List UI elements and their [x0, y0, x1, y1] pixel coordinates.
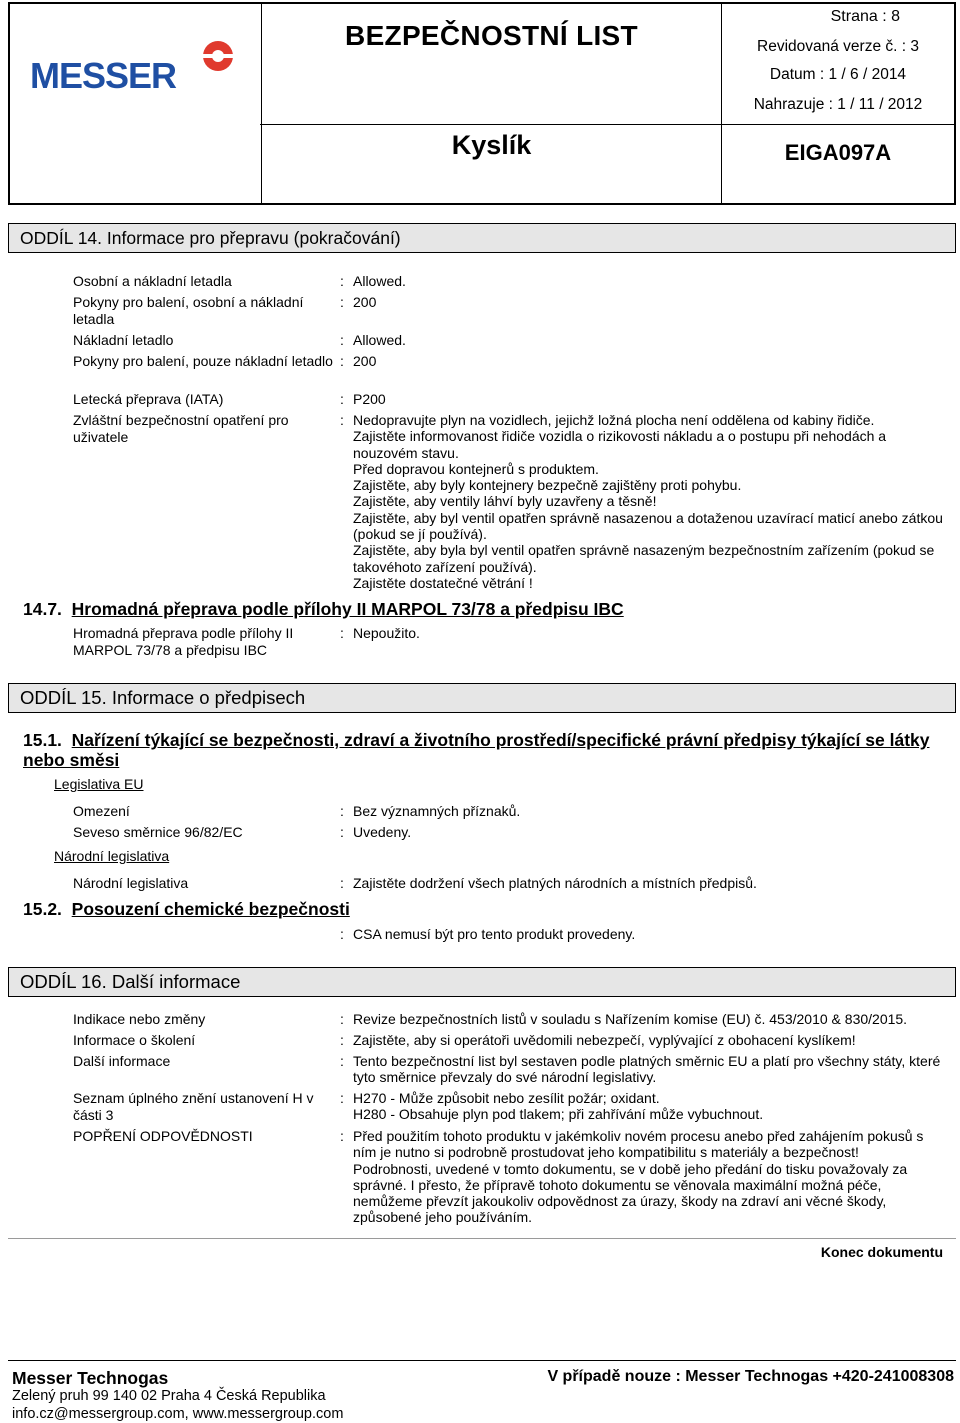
section-15-header: ODDÍL 15. Informace o předpisech [8, 683, 956, 713]
revision-number: Revidovaná verze č. : 3 [757, 38, 919, 55]
row-value: CSA nemusí být pro tento produkt provedeny. [353, 926, 636, 942]
row-colon: : [340, 803, 344, 819]
document-title: BEZPEČNOSTNÍ LIST [345, 20, 638, 51]
end-separator [8, 1238, 956, 1239]
document-header [8, 2, 956, 205]
meta-cell [722, 4, 954, 203]
row-value: Zajistěte dodržení všech platných národních a místních předpisů. [353, 875, 757, 891]
messer-logo [30, 38, 240, 94]
row-label: Pokyny pro balení, pouze nákladní letadlo [73, 353, 333, 369]
row-label: Indikace nebo změny [73, 1011, 206, 1027]
row-label: Informace o školení [73, 1032, 196, 1048]
subsection-15-2-heading [23, 899, 350, 919]
end-of-document: Konec dokumentu [820, 1244, 943, 1260]
subsection-14-7-heading [23, 599, 624, 619]
revision-date: Datum : 1 / 6 / 2014 [769, 66, 907, 83]
row-value: Bez významných příznaků. [353, 803, 521, 819]
row-value: 200 [353, 353, 377, 369]
row-value: P200 [353, 391, 386, 407]
row-colon: : [340, 1128, 344, 1144]
row-colon: : [340, 332, 344, 348]
row-value: Revize bezpečnostních listů v souladu s Nařízením komise (EU) č. 453/2010 & 830/2015. [353, 1011, 908, 1027]
product-name: Kyslík [451, 130, 532, 160]
logo-cell [10, 4, 262, 203]
row-colon: : [340, 926, 344, 942]
row-label: Seznam úplného znění ustanovení H v části 3 [73, 1090, 314, 1123]
row-value: H270 - Může způsobit nebo zesílit požár; oxidant. H280 - Obsahuje plyn pod tlakem; při zahřívání může vybuchnout. [353, 1090, 764, 1123]
row-colon: : [340, 273, 344, 289]
subsection-title: Hromadná přeprava podle přílohy II MARPOL 73/78 a předpisu IBC [71, 599, 624, 619]
row-label: Hromadná přeprava podle přílohy II MARPOL 73/78 a předpisu IBC [73, 625, 294, 658]
row-value: Tento bezpečnostní list byl sestaven podle platných směrnic EU a platí pro všechny státy, které tyto směrnice převzaly do své národní legislativy. [353, 1053, 941, 1086]
row-colon: : [340, 1011, 344, 1027]
row-colon: : [340, 412, 344, 428]
row-colon: : [340, 294, 344, 310]
row-value: Nedopravujte plyn na vozidlech, jejichž ložná plocha není oddělena od kabiny řidiče. Zajistěte informovanost řidiče vozidla o rizikovosti nákladu a o postupu při nehodách a nouzovém stavu. Před dopravou kontejnerů s produktem. Zajistěte, aby byly kontejnery bezpečně zajištěny proti pohybu. Zajistěte, aby ventily láhví byly uzavřeny a těsně! Zajistěte, aby byl ventil opatřen správně nasazenou a dotaženou uzavírací maticí anebo zátkou (pokud se jí používá). Zajistěte, aby byla byl ventil opatřen správně nasazeným bezpečnostním zařízením (pokud se takovéhoto zařízení používá). Zajistěte dostatečné větrání ! [353, 412, 943, 591]
row-value: Před použitím tohoto produktu v jakémkoliv novém procesu anebo před zahájením pokusů s ním je nutno si podrobně prostudovat jeho kompatibilitu s materiály a bezpečnost! Podrobnosti, uvedené v tomto dokumentu, se v době jeho předání do tisku považovaly za správné. I přesto, že přípravě tohoto dokumentu se věnovala maximální možná péče, nemůžeme převzít jakoukoliv odpovědnost za úrazy, škody na zdraví ani věcné škody, způsobené jeho používáním. [353, 1128, 924, 1226]
section-16-header: ODDÍL 16. Další informace [8, 967, 956, 997]
document-code: EIGA097A [784, 140, 892, 165]
row-value: Allowed. [353, 273, 406, 289]
header-divider [260, 124, 954, 125]
row-label: Národní legislativa [73, 875, 189, 891]
logo-emblem-icon [202, 41, 234, 71]
row-colon: : [340, 824, 344, 840]
row-value: 200 [353, 294, 377, 310]
row-value: Uvedeny. [353, 824, 412, 840]
subsection-title: Nařízení týkající se bezpečnosti, zdraví a životního prostředí/specifické právní předpisy týkající se látky nebo směsi [23, 730, 930, 770]
row-colon: : [340, 1032, 344, 1048]
row-label: POPŘENÍ ODPOVĚDNOSTI [73, 1128, 253, 1144]
replaces-date: Nahrazuje : 1 / 11 / 2012 [753, 96, 923, 113]
row-colon: : [340, 353, 344, 369]
row-label: Pokyny pro balení, osobní a nákladní letadla [73, 294, 304, 327]
row-colon: : [340, 1053, 344, 1069]
page-number: Strana : 8 [830, 8, 900, 25]
subsection-number: 15.2. [23, 899, 62, 919]
row-label: Osobní a nákladní letadla [73, 273, 232, 289]
national-legislation-heading: Národní legislativa [54, 848, 170, 864]
row-label: Nákladní letadlo [73, 332, 174, 348]
footer-company: Messer Technogas [12, 1368, 169, 1388]
row-label: Další informace [73, 1053, 171, 1069]
row-value: Zajistěte, aby si operátoři uvědomili nebezpečí, vyplývající z obohacení kyslíkem! [353, 1032, 856, 1048]
row-value: Allowed. [353, 332, 406, 348]
row-label: Letecká přeprava (IATA) [73, 391, 224, 407]
footer-contacts: info.cz@messergroup.com, www.messergroup.com [12, 1406, 344, 1422]
subsection-title: Posouzení chemické bezpečnosti [71, 899, 350, 919]
footer-separator [8, 1360, 956, 1361]
title-cell [262, 4, 722, 203]
logo-wordmark: MESSER [30, 55, 177, 94]
row-value: Nepoužito. [353, 625, 420, 641]
eu-legislation-label: Legislativa EU [54, 776, 144, 792]
footer-address: Zelený pruh 99 140 02 Praha 4 Česká Republika [12, 1388, 326, 1404]
row-colon: : [340, 625, 344, 641]
row-label: Zvláštní bezpečnostní opatření pro uživatele [73, 412, 289, 445]
subsection-number: 15.1. [23, 730, 62, 750]
row-label: Omezení [73, 803, 130, 819]
row-label: Seveso směrnice 96/82/EC [73, 824, 243, 840]
row-colon: : [340, 1090, 344, 1106]
subsection-number: 14.7. [23, 599, 62, 619]
subsection-15-1-heading [23, 730, 953, 770]
section-14-header: ODDÍL 14. Informace pro přepravu (pokračování) [8, 223, 956, 253]
row-colon: : [340, 875, 344, 891]
footer-emergency-contact: V případě nouze : Messer Technogas +420-241008308 [547, 1368, 954, 1385]
row-colon: : [340, 391, 344, 407]
